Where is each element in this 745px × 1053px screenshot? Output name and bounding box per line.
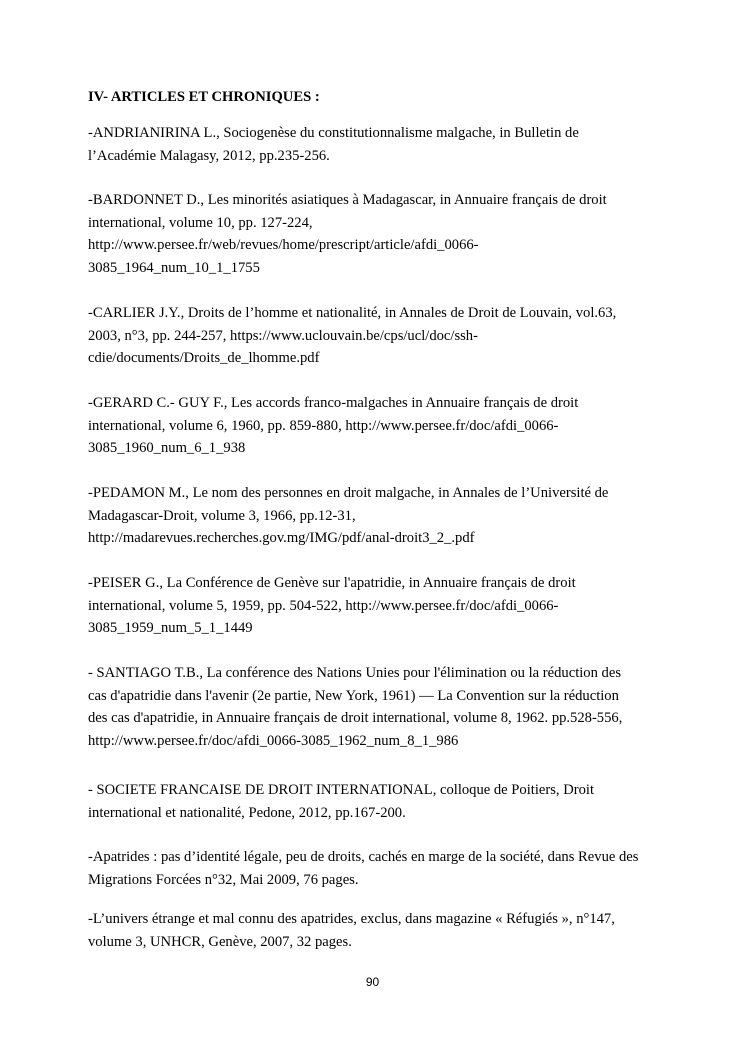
entry-line: Migrations Forcées n°32, Mai 2009, 76 pages. bbox=[88, 871, 359, 888]
page-number: 90 bbox=[365, 975, 380, 989]
bibliography-entry-peiser bbox=[88, 572, 668, 640]
entry-line: international, volume 5, 1959, pp. 504-522, http://www.persee.fr/doc/afdi_0066- bbox=[88, 597, 559, 614]
entry-line: -CARLIER J.Y., Droits de l’homme et nationalité, in Annales de Droit de Louvain, vol.63, bbox=[88, 305, 617, 321]
entry-link: 3085_1964_num_10_1_1755 bbox=[88, 259, 260, 276]
entry-line: cas d'apatridie dans l'avenir (2e partie, New York, 1961) — La Convention sur la réduction bbox=[88, 687, 619, 704]
entry-line: -Apatrides : pas d’identité légale, peu de droits, cachés en marge de la société, dans Revue des bbox=[88, 849, 639, 865]
entry-line: - SOCIETE FRANCAISE DE DROIT INTERNATIONAL, colloque de Poitiers, Droit bbox=[88, 782, 595, 798]
bibliography-entry-bardonnet bbox=[88, 189, 668, 279]
bibliography-entry-apatrides bbox=[88, 846, 668, 891]
entry-line: - SANTIAGO T.B., La conférence des Nations Unies pour l'élimination ou la réduction des bbox=[88, 665, 622, 681]
bibliography-entry-gerard-guy bbox=[88, 392, 668, 460]
entry-link: http://www.persee.fr/doc/afdi_0066-3085_1962_num_8_1_986 bbox=[88, 732, 459, 749]
entry-line: -PEDAMON M., Le nom des personnes en droit malgache, in Annales de l’Université de bbox=[88, 485, 609, 501]
bibliography-entry-andrianirina bbox=[88, 122, 668, 167]
entry-line: -BARDONNET D., Les minorités asiatiques à Madagascar, in Annuaire français de droit bbox=[88, 192, 607, 208]
entry-line: international, volume 10, pp. 127-224, bbox=[88, 214, 313, 231]
entry-line: -GERARD C.- GUY F., Les accords franco-malgaches in Annuaire français de droit bbox=[88, 395, 579, 411]
bibliography-entry-pedamon bbox=[88, 482, 668, 550]
bibliography-entry-santiago bbox=[88, 662, 668, 752]
entry-line: international, volume 6, 1960, pp. 859-880, http://www.persee.fr/doc/afdi_0066- bbox=[88, 417, 559, 434]
entry-link: 3085_1959_num_5_1_1449 bbox=[88, 620, 253, 636]
bibliography-entry-univers bbox=[88, 908, 668, 953]
entry-line: Madagascar-Droit, volume 3, 1966, pp.12-31, bbox=[88, 507, 356, 524]
entry-line: -L’univers étrange et mal connu des apatrides, exclus, dans magazine « Réfugiés », n°147, bbox=[88, 911, 615, 927]
bibliography-entry-sfdi bbox=[88, 779, 668, 824]
entry-link: 3085_1960_num_6_1_938 bbox=[88, 440, 246, 456]
entry-line: 2003, n°3, pp. 244-257, https://www.uclouvain.be/cps/ucl/doc/ssh- bbox=[88, 327, 478, 344]
entry-line: des cas d'apatridie, in Annuaire français de droit international, volume 8, 1962. pp.528-556, bbox=[88, 710, 623, 726]
entry-line: -PEISER G., La Conférence de Genève sur l'apatridie, in Annuaire français de droit bbox=[88, 575, 576, 591]
entry-line: volume 3, UNHCR, Genève, 2007, 32 pages. bbox=[88, 933, 352, 950]
bibliography-entry-carlier bbox=[88, 302, 668, 370]
entry-line: international et nationalité, Pedone, 2012, pp.167-200. bbox=[88, 804, 406, 821]
entry-line: l’Académie Malagasy, 2012, pp.235-256. bbox=[88, 147, 330, 164]
entry-link: http://madarevues.recherches.gov.mg/IMG/pdf/anal-droit3_2_.pdf bbox=[88, 530, 475, 546]
section-heading: IV- ARTICLES ET CHRONIQUES : bbox=[88, 89, 320, 105]
entry-link: cdie/documents/Droits_de_lhomme.pdf bbox=[88, 350, 320, 366]
entry-line: -ANDRIANIRINA L., Sociogenèse du constitutionnalisme malgache, in Bulletin de bbox=[88, 125, 579, 141]
entry-link: http://www.persee.fr/web/revues/home/prescript/article/afdi_0066- bbox=[88, 237, 479, 253]
